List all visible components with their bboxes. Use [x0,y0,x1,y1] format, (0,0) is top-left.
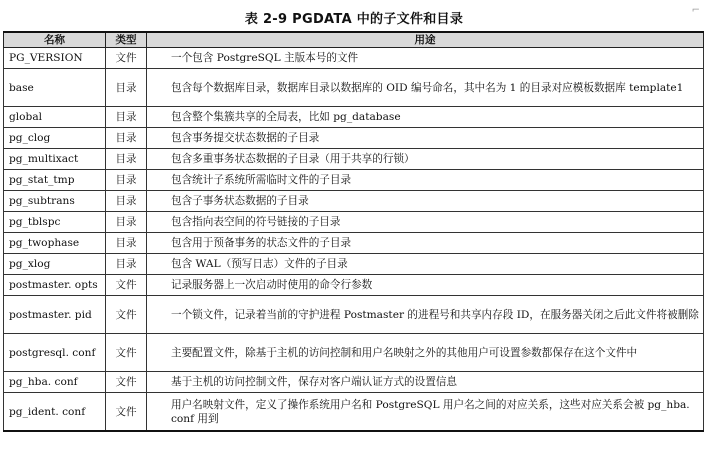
row-name: pg_ident. conf [4,393,106,432]
row-desc: 包含用于预备事务的状态文件的子目录 [147,233,704,254]
row-desc: 一个包含 PostgreSQL 主版本号的文件 [147,48,704,69]
row-desc: 包含每个数据库目录，数据库目录以数据库的 OID 编号命名，其中名为 1 的目录对应模板数据库 template1 [147,69,704,107]
table-caption: 表 2-9 PGDATA 中的子文件和目录 [244,12,464,27]
row-name: pg_clog [4,128,106,149]
row-type: 文件 [106,296,147,334]
row-name: pg_stat_tmp [4,170,106,191]
row-desc: 包含整个集簇共享的全局表，比如 pg_database [147,107,704,128]
header-usage: 用途 [147,32,704,48]
table-row [4,233,704,254]
table-row [4,212,704,233]
table-row [4,334,704,372]
row-name: pg_multixact [4,149,106,170]
table-row [4,69,704,107]
row-type: 目录 [106,212,147,233]
page-corner-mark: ⌐ [691,5,700,16]
row-type: 目录 [106,233,147,254]
table-row [4,48,704,69]
table-row [4,107,704,128]
row-desc: 基于主机的访问控制文件，保存对客户端认证方式的设置信息 [147,372,704,393]
table-row [4,128,704,149]
row-type: 文件 [106,275,147,296]
row-name: pg_hba. conf [4,372,106,393]
header-type: 类型 [106,32,147,48]
row-name: pg_xlog [4,254,106,275]
table-row [4,393,704,432]
row-type: 文件 [106,334,147,372]
pgdata-table [3,31,704,432]
row-name: postgresql. conf [4,334,106,372]
row-type: 目录 [106,107,147,128]
row-desc: 一个锁文件，记录着当前的守护进程 Postmaster 的进程号和共享内存段 ID，在服务器关闭之后此文件将被删除 [147,296,704,334]
row-name: pg_twophase [4,233,106,254]
row-desc: 包含统计子系统所需临时文件的子目录 [147,170,704,191]
row-name: global [4,107,106,128]
row-name: pg_tblspc [4,212,106,233]
row-type: 目录 [106,69,147,107]
row-desc: 用户名映射文件，定义了操作系统用户名和 PostgreSQL 用户名之间的对应关系，这些对应关系会被 pg_hba. conf 用到 [147,393,704,432]
row-desc: 包含事务提交状态数据的子目录 [147,128,704,149]
row-type: 目录 [106,254,147,275]
table-row [4,254,704,275]
table-row [4,191,704,212]
row-name: pg_subtrans [4,191,106,212]
table-row [4,149,704,170]
table-row [4,372,704,393]
row-name: postmaster. opts [4,275,106,296]
row-type: 文件 [106,393,147,432]
table-row [4,275,704,296]
row-desc: 记录服务器上一次启动时使用的命令行参数 [147,275,704,296]
header-name: 名称 [4,32,106,48]
table-row [4,296,704,334]
row-name: postmaster. pid [4,296,106,334]
row-type: 目录 [106,128,147,149]
row-type: 目录 [106,170,147,191]
row-name: PG_VERSION [4,48,106,69]
row-name: base [4,69,106,107]
row-type: 目录 [106,191,147,212]
row-type: 文件 [106,48,147,69]
row-type: 目录 [106,149,147,170]
row-desc: 包含多重事务状态数据的子目录（用于共享的行锁） [147,149,704,170]
table-header-row [4,32,704,48]
table-row [4,170,704,191]
row-desc: 包含 WAL（预写日志）文件的子目录 [147,254,704,275]
row-type: 文件 [106,372,147,393]
row-desc: 主要配置文件，除基于主机的访问控制和用户名映射之外的其他用户可设置参数都保存在这个文件中 [147,334,704,372]
row-desc: 包含子事务状态数据的子目录 [147,191,704,212]
row-desc: 包含指向表空间的符号链接的子目录 [147,212,704,233]
